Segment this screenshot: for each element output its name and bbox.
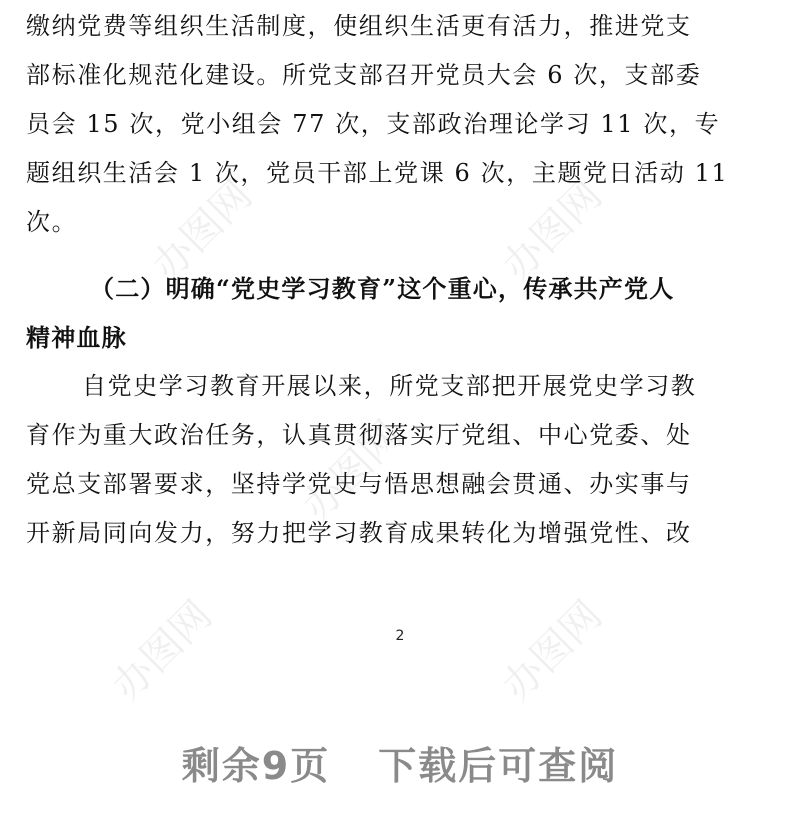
watermark: 办图网 (143, 172, 262, 290)
watermark: 办图网 (493, 592, 612, 710)
section-heading (26, 264, 776, 362)
watermark: 办图网 (493, 172, 612, 290)
text-line: 次。 (26, 208, 78, 236)
text-line: 员会 15 次，党小组会 77 次，支部政治理论学习 11 次，专 (26, 110, 721, 138)
page-number: 2 (395, 628, 405, 644)
text-line: 育作为重大政治任务，认真贯彻落实厅党组、中心党委、处 (26, 421, 692, 449)
remaining-pages-text: 剩余9页 (181, 744, 331, 788)
download-prompt-text: 下载后可查阅 (378, 744, 619, 788)
body-paragraph-2 (26, 362, 776, 558)
text-line: 部标准化规范化建设。所党支部召开党员大会 6 次，支部委 (26, 61, 702, 89)
heading-line: 精神血脉 (26, 323, 127, 352)
heading-line: （二）明确“党史学习教育”这个重心，传承共产党人 (90, 274, 675, 303)
text-line: 自党史学习教育开展以来，所党支部把开展党史学习教 (82, 372, 697, 400)
text-line: 题组织生活会 1 次，党员干部上党课 6 次，主题党日活动 11 (26, 159, 729, 187)
text-line: 缴纳党费等组织生活制度，使组织生活更有活力，推进党支 (26, 12, 692, 40)
watermark: 办图网 (103, 592, 222, 710)
watermark: 办图网 (293, 412, 412, 530)
body-paragraph-1 (26, 2, 776, 247)
download-banner[interactable] (0, 735, 800, 790)
text-line: 开新局同向发力，努力把学习教育成果转化为增强党性、改 (26, 519, 692, 547)
text-line: 党总支部署要求，坚持学党史与悟思想融会贯通、办实事与 (26, 470, 692, 498)
